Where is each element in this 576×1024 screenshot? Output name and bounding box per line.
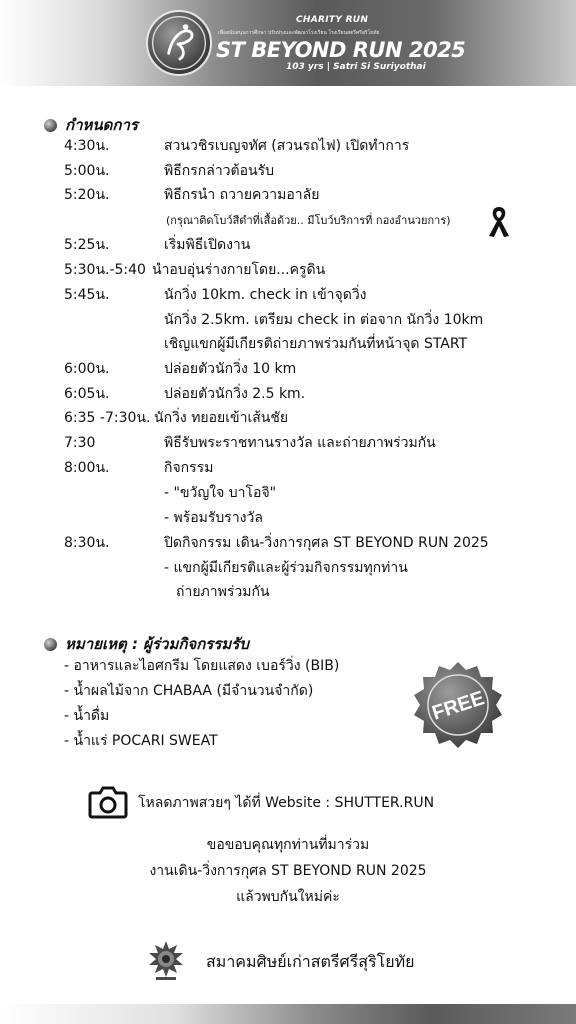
camera-icon (88, 785, 128, 819)
schedule-detail: - "ขวัญใจ บาโอจิ" (164, 485, 277, 501)
notes-item: - อาหารและไอศกรีม โดยแสดง เบอร์วิ่ง (BIB) (64, 658, 340, 674)
event-subtitle: 103 yrs | Satri Si Suriyothai (286, 62, 426, 72)
schedule-event: นักวิ่ง ทยอยเข้าเส้นชัย (154, 410, 289, 426)
bullet-icon (44, 638, 57, 651)
schedule-time: 5:30น.-5:40 (64, 262, 146, 278)
schedule-detail: - พร้อมรับรางวัล (164, 510, 263, 526)
header-banner (0, 0, 576, 86)
notes-item: - น้ำแร่ POCARI SWEAT (64, 733, 218, 749)
schedule-event: พิธีกรกล่าวต้อนรับ (164, 163, 275, 179)
charity-run-label: CHARITY RUN (296, 15, 369, 25)
black-ribbon-note: (กรุณาติดโบว์สีดำที่เสื้อด้วย.. มีโบว์บริการที่ กองอำนวยการ) (166, 214, 451, 227)
schedule-time: 5:45น. (64, 287, 110, 303)
black-ribbon-icon (486, 204, 512, 238)
schedule-event: ปิดกิจกรรม เดิน-วิ่งการกุศล ST BEYOND RUN 2025 (164, 535, 489, 551)
event-title: ST BEYOND RUN 2025 (216, 38, 466, 62)
schedule-time: 5:25น. (64, 237, 110, 253)
schedule-detail: เชิญแขกผู้มีเกียรติถ่ายภาพร่วมกันที่หน้าจุด START (164, 336, 468, 352)
schedule-time: 6:00น. (64, 361, 110, 377)
schedule-event: เริ่มพิธีเปิดงาน (164, 237, 251, 253)
association-name: สมาคมศิษย์เก่าสตรีศรีสุริโยทัย (206, 952, 415, 971)
free-badge-text: FREE (429, 687, 488, 725)
thanks-line-2: งานเดิน-วิ่งการกุศล ST BEYOND RUN 2025 (149, 863, 427, 879)
photo-download-text: โหลดภาพสวยๆ ได้ที่ Website : SHUTTER.RUN (138, 795, 435, 811)
free-badge-icon (410, 660, 506, 756)
schedule-detail: - แขกผู้มีเกียรติและผู้ร่วมกิจกรรมทุกท่าน (164, 560, 408, 576)
schedule-time: 5:20น. (64, 187, 110, 203)
schedule-event: สวนวชิรเบญจทัศ (สวนรถไฟ) เปิดทำการ (164, 138, 410, 154)
schedule-event: นำอบอุ่นร่างกายโดย...ครูดิน (152, 262, 326, 278)
schedule-time: 4:30น. (64, 138, 110, 154)
schedule-time: 8:00น. (64, 460, 110, 476)
schedule-time: 6:05น. (64, 386, 110, 402)
footer-band (0, 1004, 576, 1024)
schedule-event: นักวิ่ง 10km. check in เข้าจุดวิ่ง (164, 287, 367, 303)
schedule-event: กิจกรรม (164, 460, 214, 476)
schedule-detail: นักวิ่ง 2.5km. เตรียม check in ต่อจาก นักวิ่ง 10km (164, 312, 484, 328)
schedule-event: ปล่อยตัวนักวิ่ง 10 km (164, 361, 297, 377)
schedule-event: พิธีกรนำ ถวายความอาลัย (164, 187, 320, 203)
schedule-heading (44, 113, 138, 137)
schedule-event: พิธีรับพระราชทานรางวัล และถ่ายภาพร่วมกัน (164, 435, 436, 451)
notes-heading-text: หมายเหตุ : ผู้ร่วมกิจกรรมรับ (65, 635, 249, 653)
notes-heading (44, 632, 249, 656)
notes-item: - น้ำผลไม้จาก CHABAA (มีจำนวนจำกัด) (64, 683, 314, 699)
schedule-heading-text: กำหนดการ (65, 116, 138, 134)
thanks-line-1: ขอขอบคุณทุกท่านที่มาร่วม (206, 837, 370, 853)
schedule-time: 6:35 -7:30น. (64, 410, 151, 426)
notes-item: - น้ำดื่ม (64, 708, 110, 724)
schedule-detail: ถ่ายภาพร่วมกัน (176, 584, 270, 600)
thanks-line-3: แล้วพบกันใหม่ค่ะ (236, 889, 340, 905)
schedule-event: ปล่อยตัวนักวิ่ง 2.5 km. (164, 386, 306, 402)
school-emblem-icon (146, 940, 186, 982)
schedule-time: 5:00น. (64, 163, 110, 179)
header-tagline: เพื่อสนับสนุนการศึกษา ปรับปรุงและพัฒนาโรงเรียน โรงเรียนสตรีศรีสุริโยทัย (218, 30, 380, 36)
schedule-time: 8:30น. (64, 535, 110, 551)
event-logo (146, 10, 212, 76)
schedule-time: 7:30 (64, 435, 96, 451)
bullet-icon (44, 119, 57, 132)
